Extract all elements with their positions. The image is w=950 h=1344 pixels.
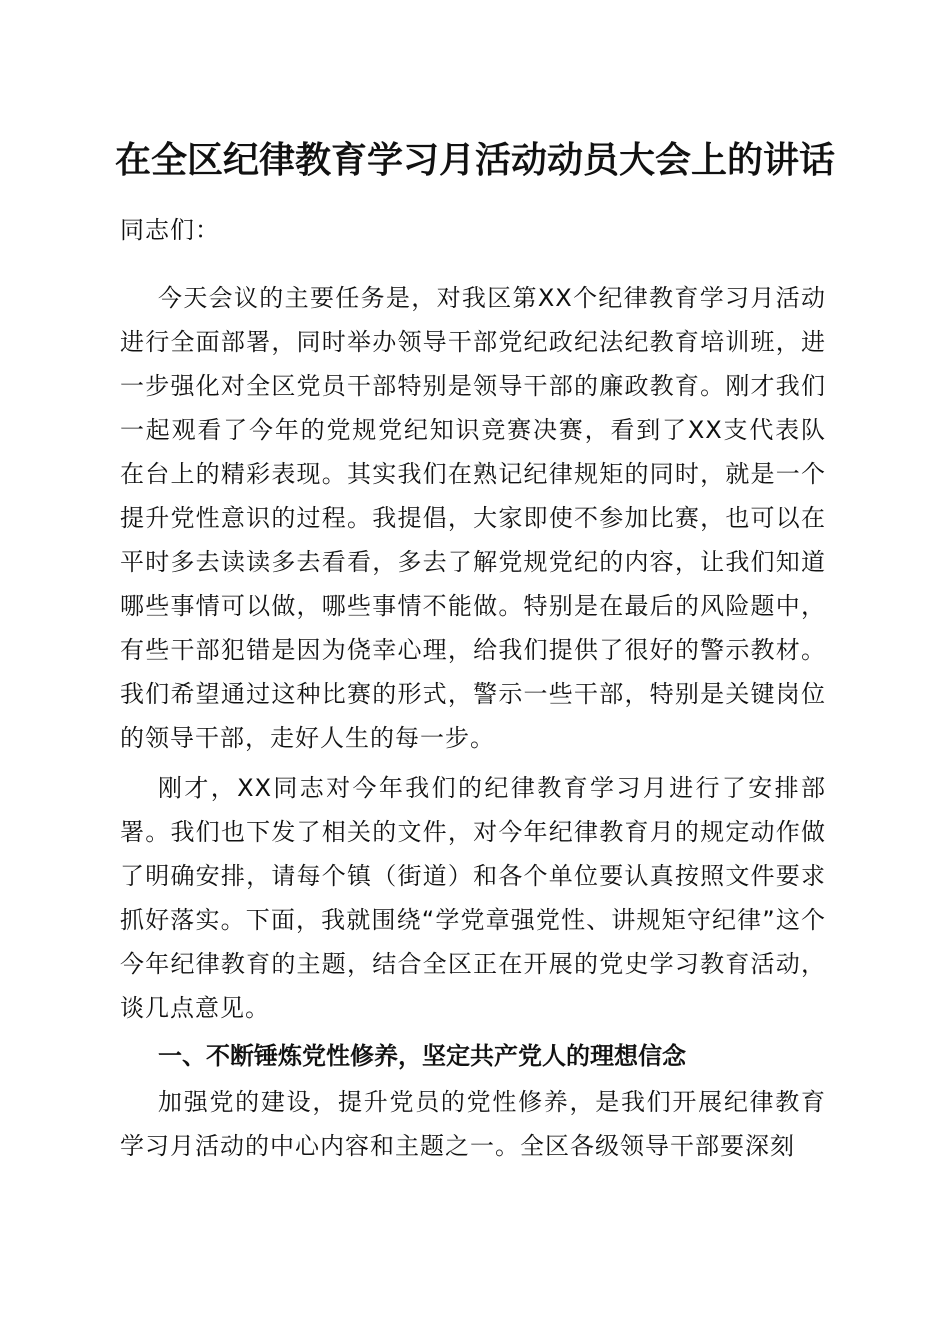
salutation: 同志们：	[120, 216, 220, 244]
document-title: 在全区纪律教育学习月活动动员大会上的讲话	[114, 139, 835, 181]
paragraph-arrangement: 刚才，XX同志对今年我们的纪律教育学习月进行了安排部署。我们也下发了相关的文件，对今年纪律教育月的规定动作做了明确安排，请每个镇（街道）和各个单位要认真按照文件要求抓好落实。下面，我就围绕“学党章强党性、讲规矩守纪律”这个今年纪律教育的主题，结合全区正在开展的党史学习教育活动，谈几点意见。	[120, 774, 826, 1022]
section-1-paragraph: 加强党的建设，提升党员的党性修养，是我们开展纪律教育学习月活动的中心内容和主题之一。全区各级领导干部要深刻	[120, 1088, 826, 1160]
paragraph-opening: 今天会议的主要任务是，对我区第XX个纪律教育学习月活动进行全面部署，同时举办领导干部党纪政纪法纪教育培训班，进一步强化对全区党员干部特别是领导干部的廉政教育。刚才我们一起观看了今年的党规党纪知识竞赛决赛，看到了XX支代表队在台上的精彩表现。其实我们在熟记纪律规矩的同时，就是一个提升党性意识的过程。我提倡，大家即使不参加比赛，也可以在平时多去读读多去看看，多去了解党规党纪的内容，让我们知道哪些事情可以做，哪些事情不能做。特别是在最后的风险题中，有些干部犯错是因为侥幸心理，给我们提供了很好的警示教材。我们希望通过这种比赛的形式，警示一些干部，特别是关键岗位的领导干部，走好人生的每一步。	[120, 284, 826, 752]
section-heading-1: 一、不断锤炼党性修养，坚定共产党人的理想信念	[158, 1042, 686, 1070]
